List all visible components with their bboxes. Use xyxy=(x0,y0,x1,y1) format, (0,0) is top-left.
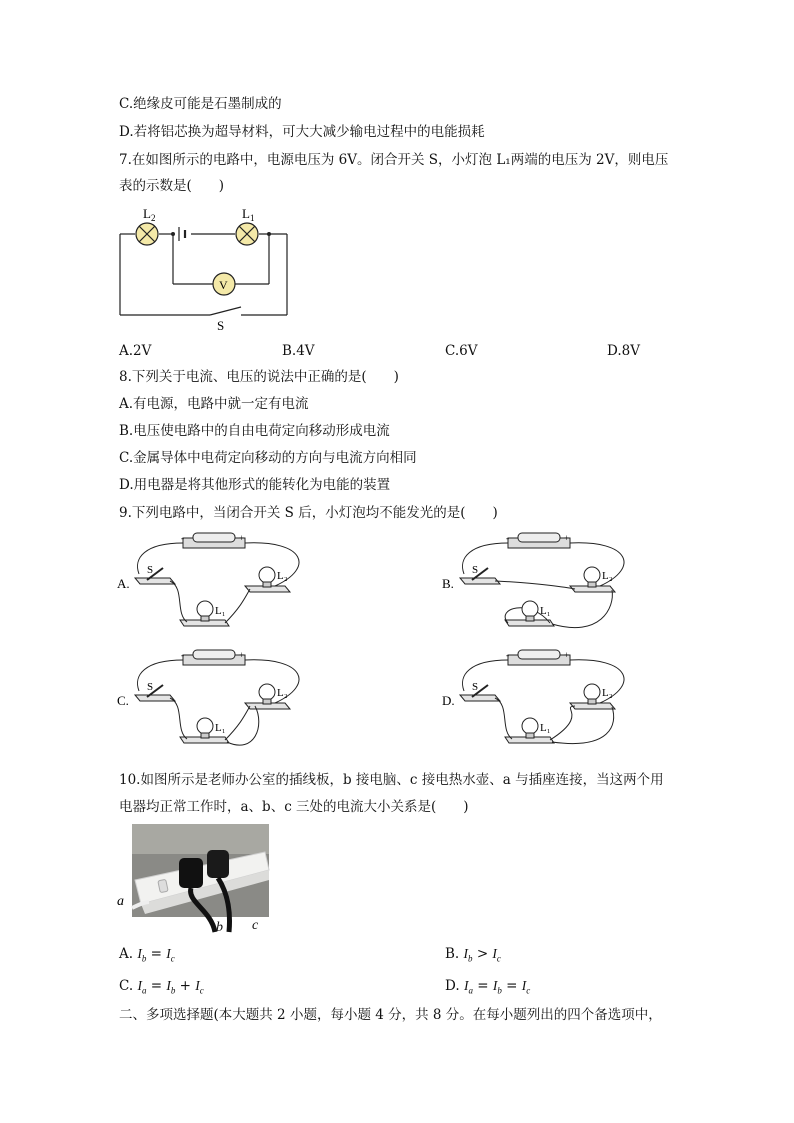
q8-option-b: B.电压使电路中的自由电荷定向移动形成电流 xyxy=(119,423,390,439)
svg-text:L₁: L₁ xyxy=(215,722,226,734)
question-8-text: 8.下列关于电流、电压的说法中正确的是( ) xyxy=(119,369,399,385)
q10-option-c: C. $I_a = I_b + I_c$ xyxy=(119,978,204,996)
svg-text:-: - xyxy=(181,533,184,543)
q9-label-c: C. xyxy=(117,693,129,708)
svg-text:L₂: L₂ xyxy=(277,687,288,699)
svg-text:+: + xyxy=(564,650,570,660)
svg-text:S: S xyxy=(147,564,154,576)
q9-circuit-b xyxy=(440,528,650,640)
svg-text:L₁: L₁ xyxy=(540,605,551,617)
svg-text:L₂: L₂ xyxy=(602,687,613,699)
label-a: a xyxy=(117,894,124,909)
question-7-text: 7.在如图所示的电路中，电源电压为 6V。闭合开关 S，小灯泡 L₁两端的电压为 2V，则电压 xyxy=(119,152,669,168)
q8-option-d: D.用电器是将其他形式的能转化为电能的装置 xyxy=(119,477,391,493)
q10-power-strip-photo xyxy=(115,822,275,934)
q9-circuit-a xyxy=(115,528,325,640)
section-2-heading: 二、多项选择题(本大题共 2 小题，每小题 4 分，共 8 分。在每小题列出的四个备选项中， xyxy=(119,1007,662,1023)
label-s: S xyxy=(217,318,225,333)
label-l1: $L_1$ xyxy=(242,206,255,223)
svg-text:L₂: L₂ xyxy=(602,570,613,582)
q8-option-c: C.金属导体中电荷定向移动的方向与电流方向相同 xyxy=(119,450,417,466)
q9-label-b: B. xyxy=(442,576,454,591)
svg-text:-: - xyxy=(181,650,184,660)
svg-text:-: - xyxy=(506,650,509,660)
label-c: c xyxy=(252,918,259,933)
q7-option-a: A.2V xyxy=(119,343,152,359)
label-l2: $L_2$ xyxy=(143,206,156,223)
q8-option-a: A.有电源，电路中就一定有电流 xyxy=(119,396,309,412)
label-b: b xyxy=(216,920,223,935)
q9-circuit-c xyxy=(115,645,325,757)
lamp-l2 xyxy=(136,223,158,245)
label-v: V xyxy=(219,278,228,292)
question-7-text-cont: 表的示数是( ) xyxy=(119,178,225,194)
q9-circuit-d xyxy=(440,645,650,757)
q7-circuit-diagram xyxy=(115,200,300,335)
question-9-text: 9.下列电路中，当闭合开关 S 后，小灯泡均不能发光的是( ) xyxy=(119,505,498,521)
q10-option-d: D. $I_a = I_b = I_c$ xyxy=(445,978,531,996)
option-c-text: C.绝缘皮可能是石墨制成的 xyxy=(119,96,282,112)
svg-text:L₁: L₁ xyxy=(215,605,226,617)
q7-option-c: C.6V xyxy=(445,343,478,359)
q10-option-a: A. $I_b = I_c$ xyxy=(119,946,175,964)
svg-text:+: + xyxy=(239,650,245,660)
option-d-text: D.若将铝芯换为超导材料，可大大减少输电过程中的电能损耗 xyxy=(119,124,485,140)
svg-text:S: S xyxy=(472,564,479,576)
q7-option-b: B.4V xyxy=(282,343,315,359)
svg-text:+: + xyxy=(239,533,245,543)
question-10-text: 10.如图所示是老师办公室的插线板，b 接电脑、c 接电热水壶、a 与插座连接，当这两个用 xyxy=(119,772,664,788)
q9-label-a: A. xyxy=(117,576,130,591)
q7-option-d: D.8V xyxy=(607,343,640,359)
svg-text:-: - xyxy=(506,533,509,543)
q9-label-d: D. xyxy=(442,693,455,708)
svg-text:+: + xyxy=(564,533,570,543)
svg-text:L₂: L₂ xyxy=(277,570,288,582)
q10-option-b: B. $I_b > I_c$ xyxy=(445,946,501,964)
svg-text:L₁: L₁ xyxy=(540,722,551,734)
lamp-l1 xyxy=(236,223,258,245)
svg-text:S: S xyxy=(147,681,154,693)
svg-text:S: S xyxy=(472,681,479,693)
question-10-text-cont: 电器均正常工作时，a、b、c 三处的电流大小关系是( ) xyxy=(119,799,469,815)
